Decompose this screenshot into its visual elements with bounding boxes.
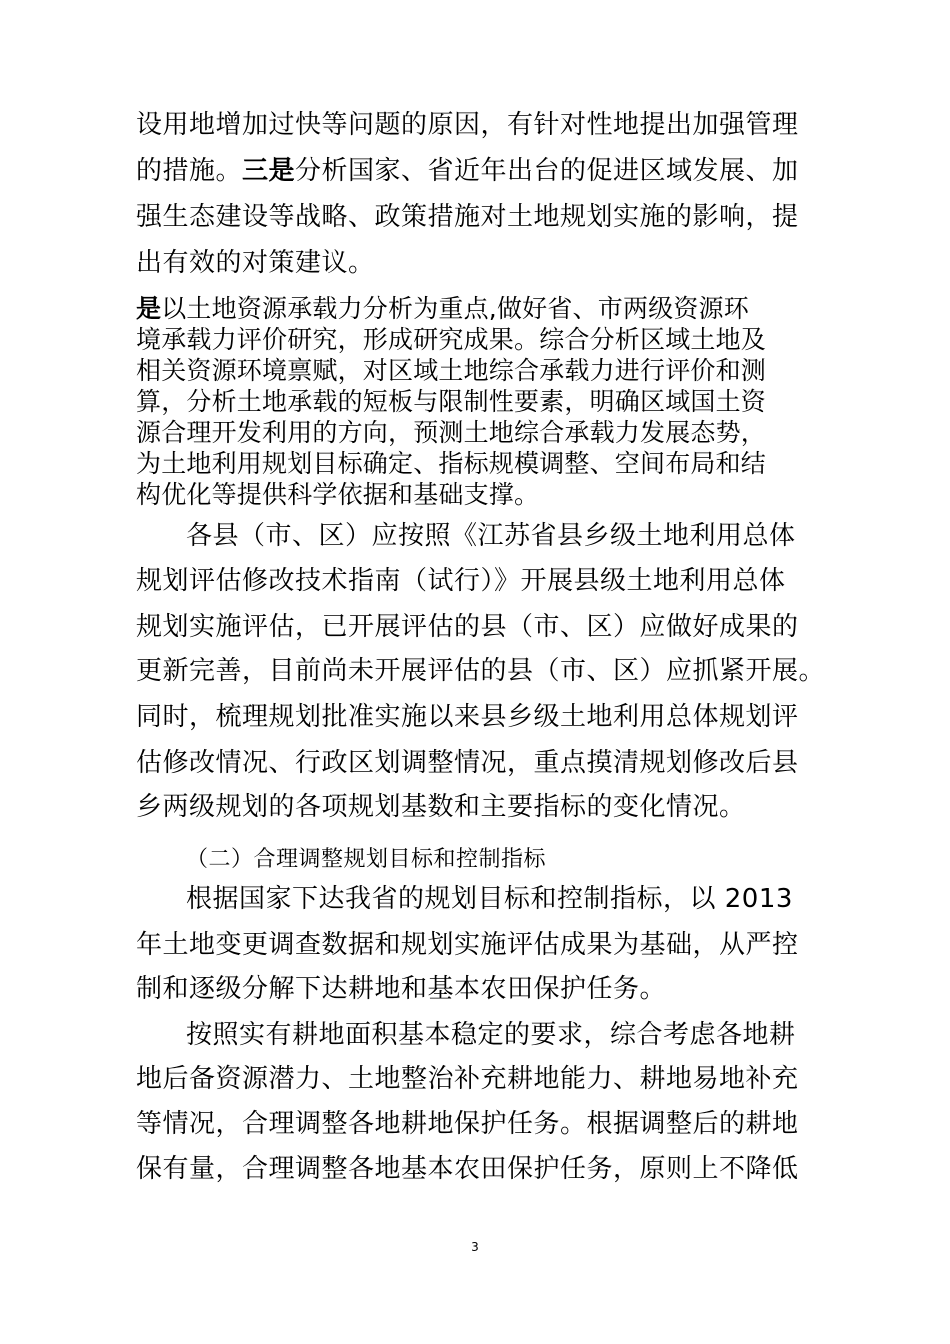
text-line: 各县（市、区）应按照《江苏省县乡级土地利用总体 (186, 521, 796, 551)
text-line: 出有效的对策建议。 (136, 248, 375, 278)
text-line (136, 294, 749, 324)
text-span: 以土地资源承载力分析为重点,做好省、市两级资源环 (161, 294, 749, 323)
text-line: 设用地增加过快等问题的原因，有针对性地提出加强管理 (136, 110, 799, 140)
text-line: 按照实有耕地面积基本稳定的要求，综合考虑各地耕 (186, 1020, 796, 1050)
text-line: 等情况，合理调整各地耕地保护任务。根据调整后的耕地 (136, 1109, 799, 1139)
text-line: 根据国家下达我省的规划目标和控制指标，以 2013 (186, 884, 793, 914)
text-line: 强生态建设等战略、政策措施对土地规划实施的影响，提 (136, 202, 799, 232)
text-line: 规划评估修改技术指南（试行）》开展县级土地利用总体 (136, 566, 786, 596)
text-line: 为土地利用规划目标确定、指标规模调整、空间布局和结 (136, 449, 767, 478)
text-line (136, 156, 799, 186)
text-line: 境承载力评价研究，形成研究成果。综合分析区域土地及 (136, 325, 767, 354)
text-line: 地后备资源潜力、土地整治补充耕地能力、耕地易地补充 (136, 1064, 799, 1094)
text-line: 估修改情况、行政区划调整情况，重点摸清规划修改后县 (136, 748, 799, 778)
section-heading: （二）合理调整规划目标和控制指标 (186, 847, 547, 872)
bold-marker: 是 (136, 294, 162, 323)
page-number: 3 (471, 1240, 479, 1254)
text-line: 制和逐级分解下达耕地和基本农田保护任务。 (136, 974, 667, 1004)
text-line: 相关资源环境禀赋，对区域土地综合承载力进行评价和测 (136, 356, 767, 385)
text-line: 源合理开发利用的方向，预测土地综合承载力发展态势， (136, 418, 767, 447)
text-line: 年土地变更调查数据和规划实施评估成果为基础，从严控 (136, 930, 799, 960)
text-line: 更新完善，目前尚未开展评估的县（市、区）应抓紧开展。 (136, 656, 826, 686)
text-span: 分析国家、省近年出台的促进区域发展、加 (295, 156, 799, 186)
text-line: 构优化等提供科学依据和基础支撑。 (136, 480, 540, 509)
text-line: 乡两级规划的各项规划基数和主要指标的变化情况。 (136, 792, 746, 822)
text-line: 同时，梳理规划批准实施以来县乡级土地利用总体规划评 (136, 702, 799, 732)
text-span: 的措施。 (136, 156, 243, 186)
text-line: 算，分析土地承载的短板与限制性要素，明确区域国土资 (136, 387, 767, 416)
bold-marker: 三是 (242, 156, 296, 186)
text-line: 规划实施评估，已开展评估的县（市、区）应做好成果的 (136, 612, 799, 642)
text-line: 保有量，合理调整各地基本农田保护任务，原则上不降低 (136, 1154, 799, 1184)
